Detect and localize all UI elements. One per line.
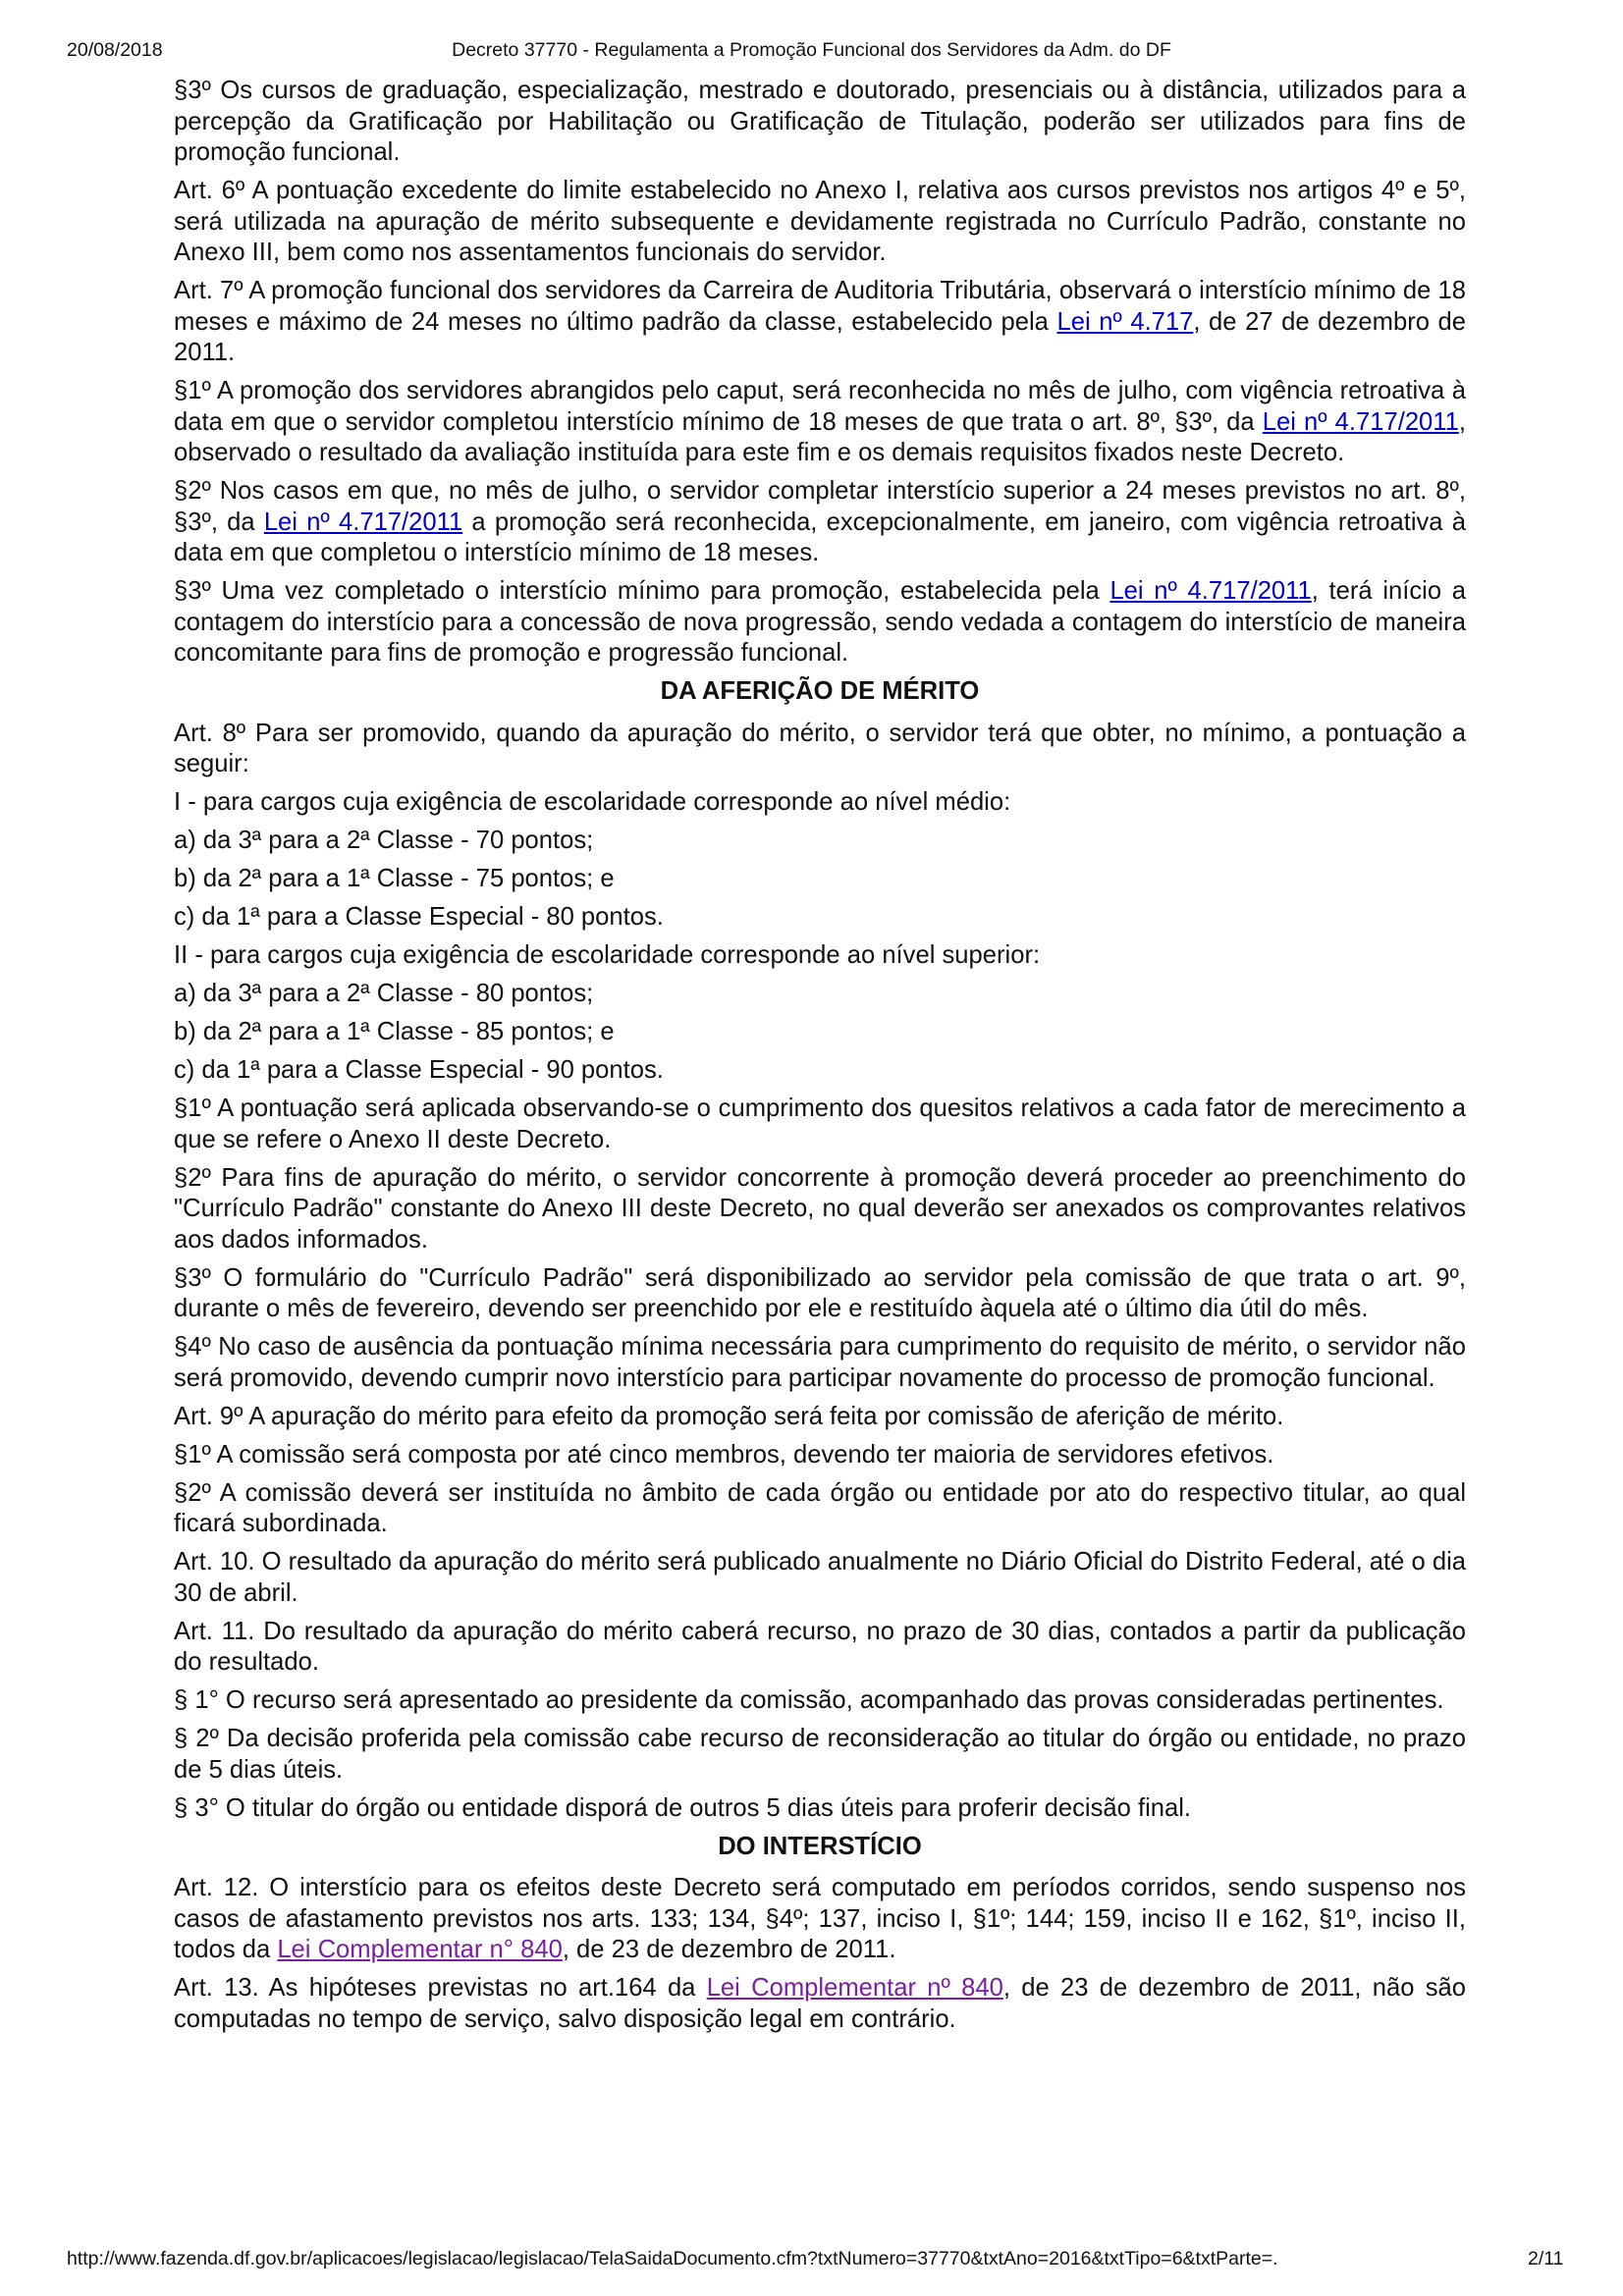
paragraph: Art. 8º Para ser promovido, quando da apuração do mérito, o servidor terá que obter, no mínimo, a pontuação a seguir: [174,719,1466,777]
paragraph [174,576,1466,669]
list-item: c) da 1ª para a Classe Especial - 90 pontos. [174,1056,664,1084]
page-number: 2/11 [1528,2248,1564,2269]
paragraph [174,476,1466,569]
paragraph: §3º Os cursos de graduação, especialização, mestrado e doutorado, presenciais ou à distância, utilizados para a percepção da Gratificação por Habilitação ou Gratificação de Titulação, poderão ser utilizados para fins de promoção funcional. [174,77,1466,166]
paragraph [174,1873,1466,1966]
paragraph: Art. 9º A apuração do mérito para efeito da promoção será feita por comissão de aferição de mérito. [174,1402,1284,1430]
law-link[interactable]: Lei nº 4.717/2011 [1109,577,1312,605]
law-link[interactable]: Lei nº 4.717/2011 [1262,407,1459,436]
paragraph-text: §1º A promoção dos servidores abrangidos pelo caput, será reconhecida no mês de julho, com vigência retroativa à data em que o servidor completou interstício mínimo de 18 meses de que trata o art. 8º, §3º, da [174,377,1466,436]
paragraph-text: Art. 7º A promoção funcional dos servidores da Carreira de Auditoria Tributária, observará o interstício mínimo de 18 meses e máximo de 24 meses no último padrão da classe, estabelecido pela [174,277,1466,336]
paragraph: § 2º Da decisão proferida pela comissão cabe recurso de reconsideração ao titular do órgão ou entidade, no prazo de 5 dias úteis. [174,1725,1466,1784]
paragraph-text: §2º Nos casos em que, no mês de julho, o servidor completar interstício superior a 24 meses previstos no art. 8º, §3º, da [174,477,1466,536]
paragraph: Art. 11. Do resultado da apuração do mérito caberá recurso, no prazo de 30 dias, contados a partir da publicação do resultado. [174,1617,1466,1676]
list-item: a) da 3ª para a 2ª Classe - 70 pontos; [174,827,594,854]
paragraph: §2º A comissão deverá ser instituída no âmbito de cada órgão ou entidade por ato do respectivo titular, ao qual ficará subordinada. [174,1478,1466,1537]
source-url: http://www.fazenda.df.gov.br/aplicacoes/legislacao/legislacao/TelaSaidaDocumento.cfm?txtNumero=37770&txtAno=2016&txtTipo=6&txtParte=. [67,2248,1278,2269]
section-heading: DO INTERSTÍCIO [718,1832,922,1860]
paragraph-text: , terá início a contagem do interstício para a concessão de nova progressão, sendo vedada a contagem do interstício de maneira concomitante para fins de promoção e progressão funcional. [174,577,1466,667]
paragraph: §1º A comissão será composta por até cinco membros, devendo ter maioria de servidores efetivos. [174,1440,1274,1468]
list-item: a) da 3ª para a 2ª Classe - 80 pontos; [174,980,594,1007]
paragraph-text: , observado o resultado da avaliação instituída para este fim e os demais requisitos fixados neste Decreto. [174,407,1466,466]
document-body [174,76,1466,2043]
paragraph-text: , de 23 de dezembro de 2011. [562,1936,896,1963]
paragraph: II - para cargos cuja exigência de escolaridade corresponde ao nível superior: [174,941,1041,969]
list-item: b) da 2ª para a 1ª Classe - 75 pontos; e [174,865,615,892]
law-link[interactable]: Lei nº 4.717 [1056,307,1194,336]
paragraph: §2º Para fins de apuração do mérito, o servidor concorrente à promoção deverá proceder ao preenchimento do "Currículo Padrão" constante do Anexo III deste Decreto, no qual deverão ser anexados os comprovantes relativos aos dados informados. [174,1163,1466,1254]
document-title: Decreto 37770 - Regulamenta a Promoção Funcional dos Servidores da Adm. do DF [452,39,1171,61]
section-heading: DA AFERIÇÃO DE MÉRITO [660,677,980,705]
paragraph: §4º No caso de ausência da pontuação mínima necessária para cumprimento do requisito de mérito, o servidor não será promovido, devendo cumprir novo interstício para participar novamente do processo de promoção funcional. [174,1333,1466,1392]
paragraph-text: §3º Uma vez completado o interstício mínimo para promoção, estabelecida pela [174,577,1110,605]
list-item: b) da 2ª para a 1ª Classe - 85 pontos; e [174,1018,615,1045]
paragraph: Art. 10. O resultado da apuração do mérito será publicado anualmente no Diário Oficial do Distrito Federal, até o dia 30 de abril. [174,1548,1466,1607]
list-item: c) da 1ª para a Classe Especial - 80 pontos. [174,903,664,931]
paragraph: § 3° O titular do órgão ou entidade disporá de outros 5 dias úteis para proferir decisão final. [174,1793,1192,1822]
paragraph [174,1973,1466,2035]
print-date: 20/08/2018 [67,39,163,61]
paragraph [174,276,1466,369]
paragraph-text: Art. 13. As hipóteses previstas no art.164 da [174,1974,707,2002]
paragraph [174,376,1466,469]
paragraph: §1º A pontuação será aplicada observando-se o cumprimento dos quesitos relativos a cada fator de merecimento a que se refere o Anexo II deste Decreto. [174,1095,1466,1153]
paragraph-text: a promoção será reconhecida, excepcionalmente, em janeiro, com vigência retroativa à data em que completou o interstício mínimo de 18 meses. [174,507,1466,566]
law-link[interactable]: Lei Complementar nº 840 [706,1974,1003,2002]
paragraph: § 1° O recurso será apresentado ao presidente da comissão, acompanhado das provas consideradas pertinentes. [174,1686,1444,1714]
paragraph-text: , de 27 de dezembro de 2011. [174,307,1466,366]
law-link[interactable]: Lei nº 4.717/2011 [263,507,463,536]
paragraph-text: , de 23 de dezembro de 2011, não são computadas no tempo de serviço, salvo disposição legal em contrário. [174,1974,1467,2033]
paragraph-text: Art. 12. O interstício para os efeitos deste Decreto será computado em períodos corridos, sendo suspenso nos casos de afastamento previstos nos arts. 133; 134, §4º; 137, inciso I, §1º; 144; 159, inciso II e 162, §1º, inciso II, todos da [174,1874,1466,1963]
paragraph: Art. 6º A pontuação excedente do limite estabelecido no Anexo I, relativa aos cursos previstos nos artigos 4º e 5º, será utilizada na apuração de mérito subsequente e devidamente registrada no Currículo Padrão, constante no Anexo III, bem como nos assentamentos funcionais do servidor. [174,177,1466,266]
law-link[interactable]: Lei Complementar n° 840 [277,1936,563,1963]
paragraph: §3º O formulário do "Currículo Padrão" será disponibilizado ao servidor pela comissão de que trata o art. 9º, durante o mês de fevereiro, devendo ser preenchido por ele e restituído àquela até o último dia útil do mês. [174,1263,1466,1322]
paragraph: I - para cargos cuja exigência de escolaridade corresponde ao nível médio: [174,788,1011,816]
